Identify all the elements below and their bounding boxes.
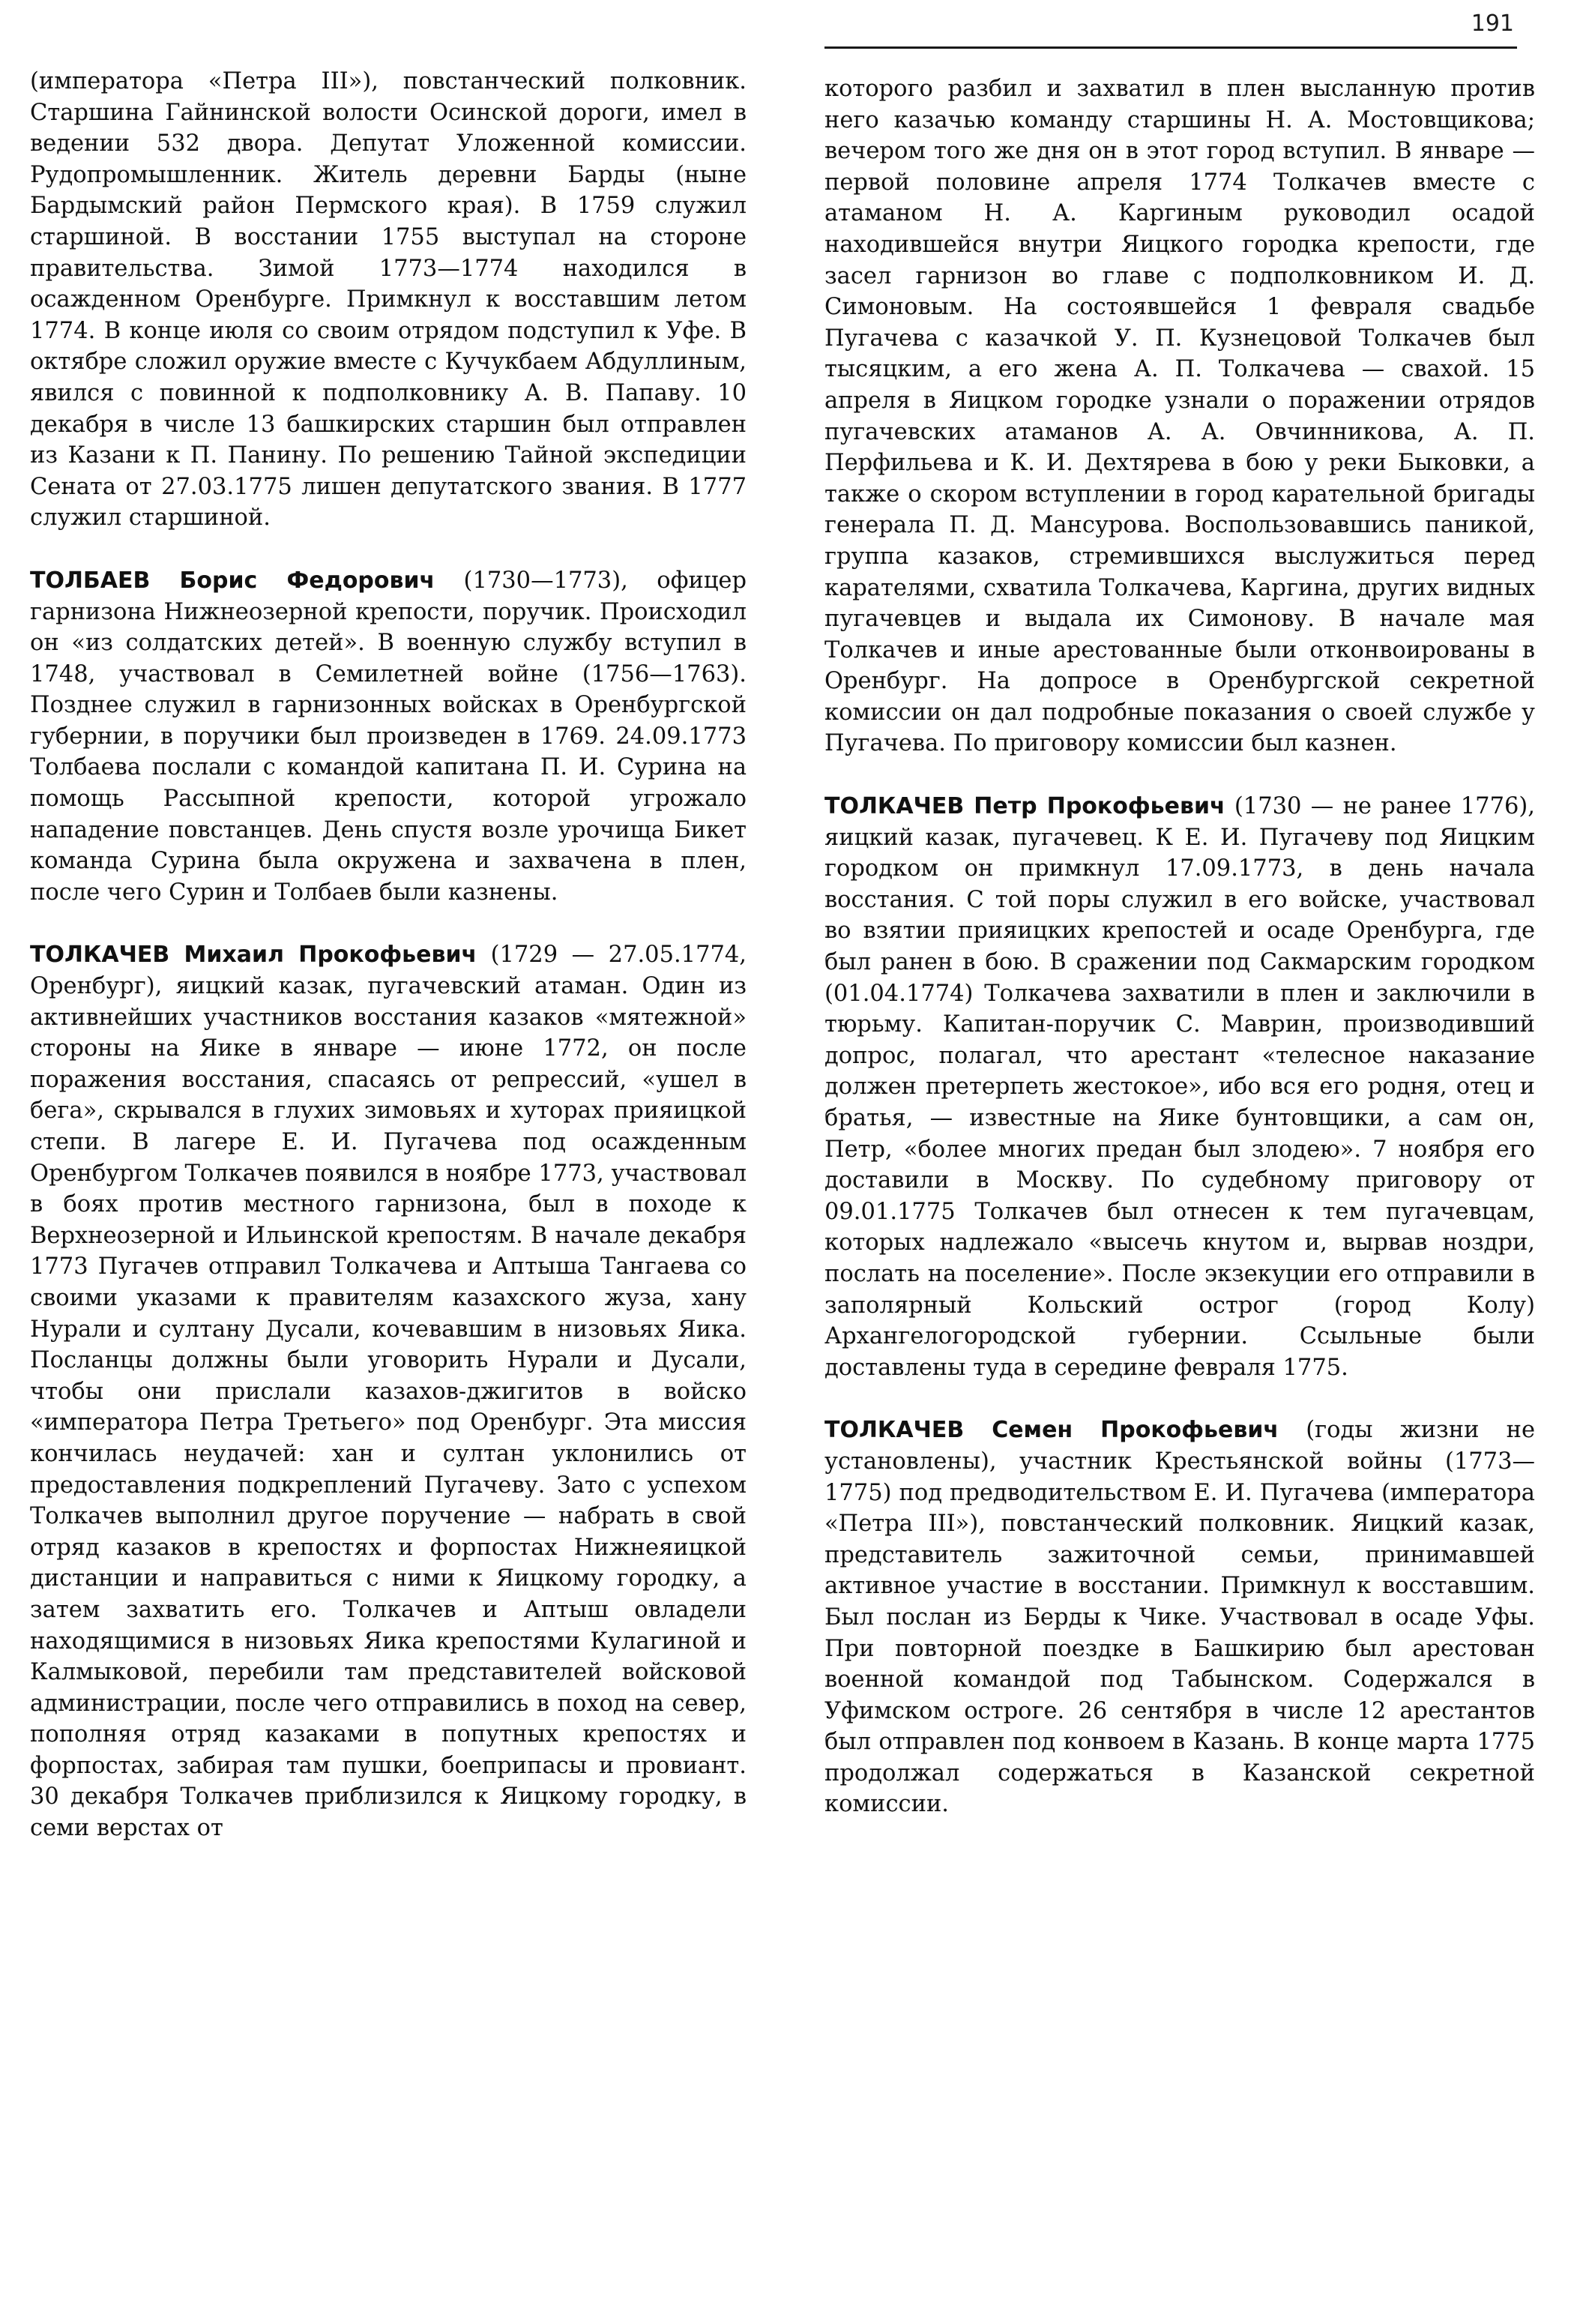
entry-text: (1730 — не ранее 1776), яицкий казак, пугачевец. К Е. И. Пугачеву под Яицким городком он примкнул 17.09.1773, в день начала восстания. С той поры служил в его войске, участвовал во взятии прияицких крепостей и осаде Оренбурга, где был ранен в бою. В сражении под Сакмарским городком (01.04.1774) Толкачева захватили в плен и заключили в тюрьму. Капитан-поручик С. Маврин, производивший допрос, полагал, что арестант «телесное наказание должен претерпеть жестокое», ибо вся его родня, отец и братья, — известные на Яике бунтовщики, а сам он, Петр, «более многих предан был злодею». 7 ноября его доставили в Москву. По судебному приговору от 09.01.1775 Толкачев был отнесен к тем пугачевцам, которых надлежало «высечь кнутом и, вырвав ноздри, послать на поселение». После экзекуции его отправили в заполярный Кольский острог (город Колу) Архангелогородской губернии. Ссыльные были доставлены туда в середине февраля 1775. xyxy=(824,793,1535,1381)
left-column xyxy=(30,66,747,1876)
entry-tolkachev-petr xyxy=(824,791,1535,1383)
entry-tolkachev-mikhail xyxy=(30,939,747,1843)
entry-headword: ТОЛКАЧЕВ Семен Прокофьевич xyxy=(824,1417,1279,1444)
entry-text: (императора «Петра III»), повстанческий полковник. Старшина Гайнинской волости Осинской дороги, имел в ведении 532 двора. Депутат Уложенной комиссии. Рудопромышленник. Житель деревни Барды (ныне Бардымский район Пермского края). В 1759 служил старшиной. В восстании 1755 выступал на стороне правительства. Зимой 1773—1774 находился в осажденном Оренбурге. Примкнул к восставшим летом 1774. В конце июля со своим отрядом подступил к Уфе. В октябре сложил оружие вместе с Кучукбаем Абдуллиным, явился с повинной к подполковнику А. В. Папаву. 10 декабря в числе 13 башкирских старшин был отправлен из Казани к П. Панину. По решению Тайной экспедиции Сената от 27.03.1775 лишен депутатского звания. В 1777 служил старшиной. xyxy=(30,68,747,532)
right-column xyxy=(824,73,1535,1852)
page-header xyxy=(824,0,1517,49)
entry-tolkachev-semen xyxy=(824,1415,1535,1820)
entry-text: (годы жизни не установлены), участник Крестьянской войны (1773—1775) под предводительством Е. И. Пугачева (императора «Петра III»), повстанческий полковник. Яицкий казак, представитель зажиточной семьи, принимавшей активное участие в восстании. Примкнул к восставшим. Был послан из Берды к Чике. Участвовал в осаде Уфы. При повторной поездке в Башкирию был арестован военной командой под Табынском. Содержался в Уфимском остроге. 26 сентября в числе 12 арестантов был отправлен под конвоем в Казань. В конце марта 1775 продолжал содержаться в Казанской секретной комиссии. xyxy=(824,1417,1536,1818)
entry-text: (1730—1773), офицер гарнизона Нижнеозерной крепости, поручик. Происходил он «из солдатских детей». В военную службу вступил в 1748, участвовал в Семилетней войне (1756—1763). Позднее служил в гарнизонных войсках в Оренбургской губернии, в поручики был произведен в 1769. 24.09.1773 Толбаева послали с командой капитана П. И. Сурина на помощь Рассыпной крепости, которой угрожало нападение повстанцев. День спустя возле урочища Бикет команда Сурина была окружена и захвачена в плен, после чего Сурин и Толбаев были казнены. xyxy=(30,567,747,906)
entry-headword: ТОЛКАЧЕВ Петр Прокофьевич xyxy=(824,793,1225,820)
entry-text: которого разбил и захватил в плен высланную против него казачью команду старшины Н. А. Мостовщикова; вечером того же дня он в этот город вступил. В январе — первой половине апреля 1774 Толкачев вместе с атаманом Н. А. Каргиным руководил осадой находившейся внутри Яицкого городка крепости, где засел гарнизон во главе с подполковником И. Д. Симоновым. На состоявшейся 1 февраля свадьбе Пугачева с казачкой У. П. Кузнецовой Толкачев был тысяцким, а его жена А. П. Толкачева — свахой. 15 апреля в Яицком городке узнали о поражении отрядов пугачевских атаманов А. А. Овчинникова, А. П. Перфильева и К. И. Дехтярева в бою у реки Быковки, а также о скором вступлении в город карательной бригады генерала П. Д. Мансурова. Воспользовавшись паникой, группа казаков, стремившихся выслужиться перед карателями, схватила Толкачева, Каргина, других видных пугачевцев и выдала их Симонову. В начале мая Толкачев и иные арестованные были отконвоированы в Оренбург. На допросе в Оренбургской секретной комиссии он дал подробные показания о своей службе у Пугачева. По приговору комиссии был казнен. xyxy=(824,76,1535,757)
entry-headword: ТОЛКАЧЕВ Михаил Прокофьевич xyxy=(30,942,477,969)
entry-text: (1729 — 27.05.1774, Оренбург), яицкий казак, пугачевский атаман. Один из активнейших участников восстания казаков «мятежной» стороны на Яике в январе — июне 1772, он после поражения восстания, спасаясь от репрессий, «ушел в бега», скрывался в глухих зимовьях и хуторах прияицкой степи. В лагере Е. И. Пугачева под осажденным Оренбургом Толкачев появился в ноябре 1773, участвовал в боях против местного гарнизона, был в походе к Верхнеозерной и Ильинской крепостям. В начале декабря 1773 Пугачев отправил Толкачева и Аптыша Тангаева со своими указами к правителям казахского жуза, хану Нурали и султану Дусали, кочевавшим в низовьях Яика. Посланцы должны были уговорить Нурали и Дусали, чтобы они прислали казахов-джигитов в войско «императора Петра Третьего» под Оренбург. Эта миссия кончилась неудачей: хан и султан уклонились от предоставления подкреплений Пугачеву. Зато с успехом Толкачев выполнил другое поручение — набрать в свой отряд казаков в крепостях и форпостах Нижнеяицкой дистанции и направиться с ними к Яицкому городку, а затем захватить его. Толкачев и Аптыш овладели находящимися в низовьях Яика крепостями Кулагиной и Калмыковой, перебили там представителей войсковой администрации, после чего отправились в поход на север, пополняя отряд казаками в попутных крепостях и форпостах, забирая там пушки, боеприпасы и провиант. 30 декабря Толкачев приблизился к Яицкому городку, в семи верстах от xyxy=(30,942,747,1842)
page-number: 191 xyxy=(1471,10,1514,37)
entry-tolbaev-boris xyxy=(30,565,747,909)
entry-headword: ТОЛБАЕВ Борис Федорович xyxy=(30,567,435,594)
entry-continuation xyxy=(30,66,747,534)
entry-continuation xyxy=(824,73,1535,759)
